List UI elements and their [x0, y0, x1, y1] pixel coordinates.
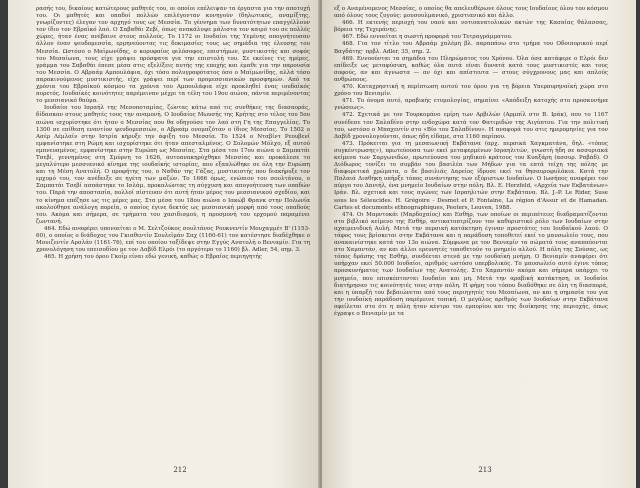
right-paragraph: 472. Σχετικά με τον Τουρκομάνο εμίρη των Αρβιλών (Αρμπίλ στο Β. Ιράκ), που το 1167 συνέδεσε τον Σαλαδίνο στην ενδοχώρα κατά τον Φατιμιδών της Αιγύπτου. Για την πολιτική του, ωστόσο ο Μπαχεντίν στο «Βίο του Σαλαδίνου». Η αναφορά του στις ημερομηνίες για τον Δαβίδ χρονολογούνται, όπως ήδη είδαμε, στα 1160 περίπου.	[334, 112, 608, 140]
right-paragraph: 470. Καταχρηστική η περίπτωση αυτού του όρου για τη βόρεια Υπερπυρηναϊκή χώρα στο χρόνο του Βενιαμίν.	[334, 84, 608, 98]
right-paragraph: 474. Οι Μαρντοκάι (Μαρδοχαίος) και Εσθήρ, των οποίων οι περιπέτειες διαδραματίζονται στο βιβλικό κείμενο της Εσθήρ, αντικατοπτρίζουν τον καθοριστικό ρόλο των Ιουδαίων στην αχαιμενιδική Αυλή. Μετά την περσική κατάκτηση έγιναν προστάτες του Ιουδαϊκού λαού. Ο τάφος τους βρίσκεται στην Εκβάτανα και η παράδοση τοποθετεί εκεί το μαυσωλείο τους, που ανακαινίστηκε κατά τον 13ο αιώνα. Σύμφωνα με τον Βενιαμίν τα σώματά τους αναπαύονται στο Χαμαντάν, αν και άλλοι ερευνητές τοποθετούν το μνημείο αλλού. Η πόλη της Σούσας, ως τόπος δράσης της Εσθήρ, συνδέεται στενά με την ιουδαϊκή μνήμη. Ο Βενιαμίν αναφέρει ότι υπήρχαν εκεί 50.000 Ιουδαίοι, αριθμός ωστόσο υπερβολικός. Το μαυσωλείο αυτό έγινε τόπος προσκυνήματος των Ιουδαίων της Ανατολής. Στο Χαμαντάν ακόμα και σήμερα υπάρχει το μνημείο, που επισκέπτονται Ιουδαίοι και μη. Μετά την αραβική κατάκτηση, οι Ιουδαίοι διατήρησαν τις κοινότητές τους στην πόλη. Η φήμη του τόπου διαδόθηκε σε όλη τη διασπορά, και η ύπαρξή του βεβαιώνεται από τους περιηγητές του Μεσαίωνα, αν και η σημασία του για την ιουδαϊκή παράδοση παρέμεινε τοπική. Ο μεγάλος αριθμός των Ιουδαίων στην Εκβάτανα οφείλεται στο ότι η πόλη ήταν κέντρο του εμπορίου και της διοίκησης της περιοχής, όπως έγραψε ο Βενιαμίν με τα	[334, 211, 608, 318]
left-page-number: 212	[173, 466, 187, 474]
right-page	[322, 0, 636, 488]
right-paragraph: 466. Η εκτενής περιοχή του ναού και νοτιοανατολικών ακτών της Κασπίας θάλασσας, βόρεια της Τεχεράνης.	[334, 20, 608, 34]
right-paragraph: 468. Για τον τίτλο του Αβραάμ χαλέμη βλ. παραπάνω στο τμήμα του Οδοιπορικού περί Βαγδάτης· πρβλ. Adler, 35, σημ. 2.	[334, 41, 608, 55]
left-page	[8, 0, 320, 488]
right-paragraph: 467. Εδώ εννοείται η σωστή προφορά του Τετραγράμματου.	[342, 34, 513, 41]
book-spread	[8, 0, 636, 488]
right-paragraph: 469. Εννοούνται τα σημάδια του Πληρώματος του Χρόνου. Όλα όσα κατάφερε ο Ελρόι δεν επίδειξε ως μεταφύσικη, καθώς όλα αυτά είναι δυνατά κατά τους μυστικιστές και τους σοφούς, αν και άγνωστα — αν όχι και απίστευτα — στους σύγχρονους μας και απλούς ανθρώπους.	[334, 55, 608, 83]
left-paragraph: 464. Εδώ αναφέρει υπονοείται ο Μ. Σελτζούκος σουλτάνος Ρουκνεντίν Μουχαμμέτ Β' (1153-60), ο οποίος ο διάδοχος του Γκιαθεντίν Σουλεϊμάν Σαχ (1160-61) τον κατέστησε διαδέχθηκε ο Μουιζεντίν Αρσλάν (1161-76), επί του οποίου ταξίδεψε στην Εγγύς Ανατολή ο Βενιαμίν. Για τη χρονολόγηση του επεισοδίου με τον Δαβίδ Ελρόι (το αργότερο το 1160) βλ. Adler, 54, σημ. 3.	[36, 225, 310, 254]
left-paragraph: Ιουδαίοι του Ισραήλ της Μεσοποταμίας, ζώντας κάτω από τις συνθήκες της διασποράς, δίδασκαν στους μαθητές τους την αναμονή. Ο Ιουδαίος Μωυσής της Κρήτης στο τέλος του 5ου αιώνα ισχυρίστηκε ότι ήταν ο Μεσσίας που θα οδηγούσε τον λαό στη Γη της Επαγγελίας. Το 1300 σε επίθεση εναντίον ψευδομεσσιών, ο Αβραάμ ονομαζόταν ο ίδιος Μεσσίας. Το 1502 ο Ασέρ Λέμλαϊν στην Ιστρία κήρυξε την άφιξη του Μεσσία. Το 1524 ο Νταβίντ Ρεουβενί εμφανίστηκε στη Ρώμη και ισχυρίστηκε ότι ήταν απεσταλμένος. Ο Σολομών Μόλχο, εξ αυτού εμπνευσμένος, εμφανίστηκε στην Ευρώπη ως Μεσσίας. Στα μέσα του 17ου αιώνα ο Σαμπατάι Τσεβί, γεννημένος στη Σμύρνη το 1626, αυτοανακηρύχθηκε Μεσσίας και προκάλεσε το μεγαλύτερο μεσσιανικό κίνημα της ιουδαϊκής ιστορίας, που εξαπλώθηκε σε όλη την Ευρώπη και τη Μέση Ανατολή. Ο προφήτης του, ο Ναθάν της Γάζας, μυστικιστής που διακήρυξε τον ερχομό του, τον ανέδειξε σε ηγέτη των μαζών. Το 1666 όμως, ενώπιον του σουλτάνου, ο Σαμπατάι Τσεβί ασπάστηκε το Ισλάμ, προκαλώντας τη σύγχυση και απογοήτευση των οπαδών του. Παρά την αποστασία, πολλοί πίστευαν ότι αυτή ήταν μέρος του μεσσιανικού σχεδίου, και το κίνημα επέζησε ως τις μέρες μας. Στα μέσα του 18ου αιώνα ο Ιακώβ Φρανκ στην Πολωνία ακολούθησε ανάλογη πορεία, ο οποίος έγινε δεκτός ως μεσσιανική μορφή από τους οπαδούς του. Ακόμα και σήμερα, σε τμήματα του χασιδισμού, η προσμονή του ερχομού παραμένει ζωντανή.	[36, 105, 310, 225]
left-paragraph: ρασής του, δικαίους κατώτερους μαθητές του, οι οποίοι επέλειψαν τα έργαστα για την αποτυχή του. Οι μαθητές και οπαδοί πολλών επιλέγονταν κυνηγούν (δηλωτικός, αναμίξτης, γνωρίζοντες) έλεγαν τον αρχηγό τους ως Μεσσία. Το γέννημα των δυνατότητων επαγγέλλουν τον ίδιο τον Εβραϊκό λαό. Ο Σαβαθάι Ζεβί, όπως ανακάλυψε μάλιστα τον καιρό του σε πολλές χώρες, ήταν ένας ανέβαινε στους πολλούς. Το 1172 οι Ιουδαίοι της Υεμένης απογοήτευσαν άλλον έναν ψευδομεσσία, ερμηνεύοντας τις δοκιμασίες τους ως σημάδια της έλευσης του Μεσσία. Ωστόσο ο Μαϊμωνίδης, ο κορυφαίος φιλόσοφος, επιστήμων, μυστικιστής και σοφός του Μεσαίωνα, τους είχε γράψει πρόσφατα για την επιστολή του. Σε εκείνες τις ημέρες, γράμμα του Σαβαθάι έπεσε μέσα στις εξελίξεις αυτής της εποχής και έμαθε για την παρουσία του Μεσσία. Ο Αβραάμ Αμπουλάφια, όχι τόσο πολυγραφότατος όσο ο Μαϊμωνίδης, αλλά τόσο παρακινούμενος μυστικιστής, είχε γράψει περί των προμεσσιανικών προσφημών. Από τα χρόνια του Εβραϊκού κόσμου τα χρόνια του Αμπουλάφια είχε προκληθεί ένας ιουδαϊκός πυρετός. Ιουδαϊκές κοινότητες παρέμειναν μέχρι τα τέλη του 19ου αιώνα, πάντα περιμένοντας το μεσσιανικό θαύμα.	[36, 6, 310, 105]
right-paragraph: 471. Το όνομα αυτό, αραβικής ετυμολογίας, σημαίνει «Απόδειξη κατοχής στο προσκυνήμα γνώσεως».	[334, 98, 608, 112]
right-page-text	[334, 6, 608, 318]
left-paragraph: 465. Η χρήση του όρου Γκοΐμ είναι εδώ γενική, καθώς ο Εβραίος περιηγητής	[44, 254, 262, 261]
right-paragraph: 473. Πρόκειται για τη μεσαιωνική Εκβάτανα (αρχ. περσικά Χαγκματάνα, δηλ. «τόπος συγκέντρωσης»), πρωτεύουσα των εκεί μεταφερμένων Ισραηλιτών, γνωστή ήδη σε ασσυριακά κείμενα των Σαργωνιδών, πρωτεύουσα του μηδικού κράτους του Κυαξάρη (ασσυρ. Ραβάδ). Ο Διόδωρος τονίζει το συμβάν του βασιλέα των Μήδων για τα επτά τείχη της πόλης με διαφορετικά χρώματα, ο δε βασιλιάς Δαρείος ίδρυσε εκεί τα θησαυροφυλάκια. Κατά την Παλαιά Διαθήκη υπήρξε τόπος συνάντησης των εξόριστων Ιουδαίων. Ο Ιωσήπος αναφέρει τον πύργο του Δανιήλ, ένα μνημείο Ιουδαίων στην πόλη. Βλ. Ε. Herzfeld, «Αρχεία των Εκβατάνων» Ιράν. Βλ. σχετικά και τους αγώνες των Ισραηλιτών στην Εκβάτανα. Βλ. J.-P. Le Rider, Suse sous les Séleucides. Η. Grégoire - Desmet et P. Fontaine, La région d'Assur et de Hamadan. Cartes et documents ethnographiques, Peeters, Leuven, 1988.	[334, 140, 608, 211]
left-page-text	[36, 6, 310, 261]
right-paragraph: εξ ο Αναμένομενος Μεσσίας, ο οποίος θα απελευθέρωνε όλους τους Ιουδαίους όλου του κόσμου από όλους τους ζυγούς: μουσουλμανικό, χριστιανικό και άλλο.	[334, 6, 608, 20]
right-page-number: 213	[478, 466, 492, 474]
